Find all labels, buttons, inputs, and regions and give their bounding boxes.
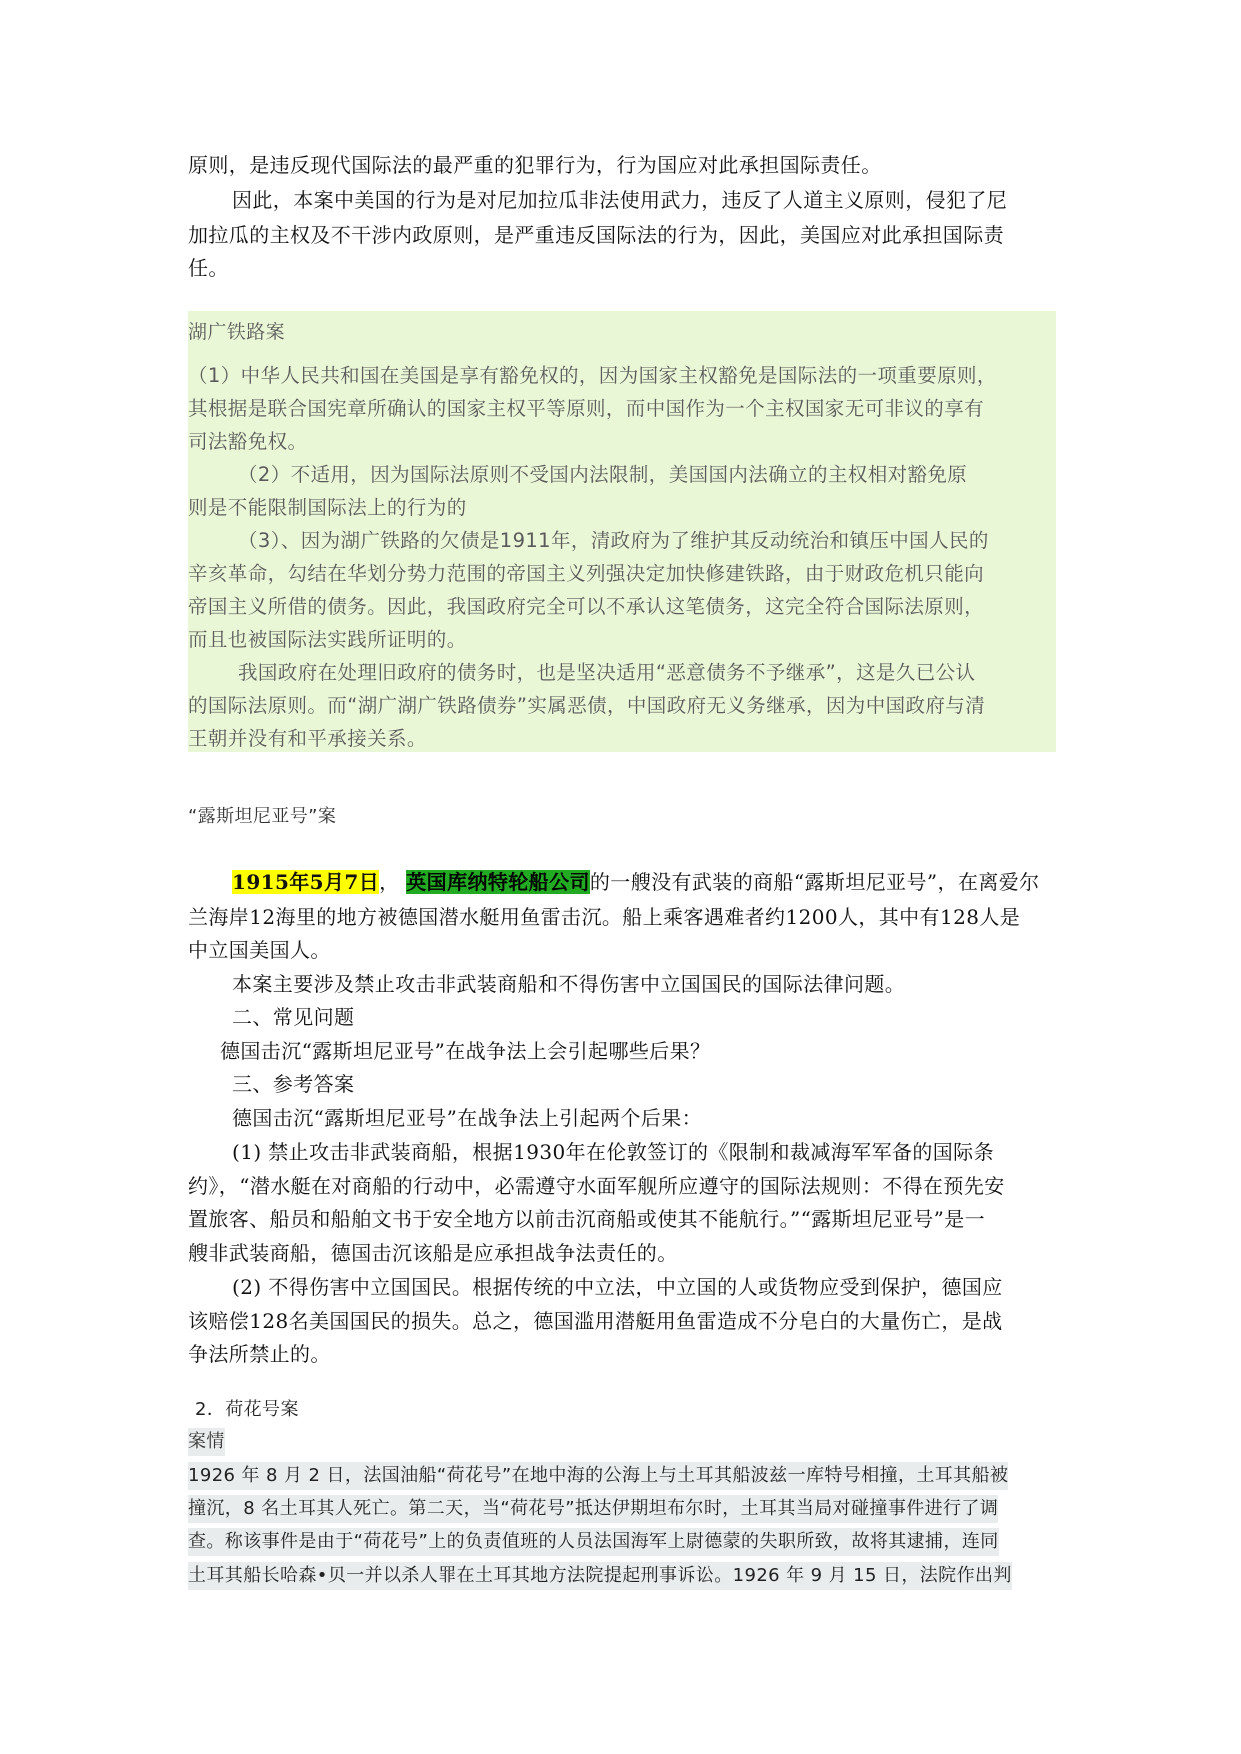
lusitania-answer-line: 争法所禁止的。 <box>188 1342 331 1366</box>
lotus-title: 2．荷花号案 <box>195 1399 299 1420</box>
lusitania-answer-line: 艘非武装商船，德国击沉该船是应承担战争法责任的。 <box>188 1241 678 1265</box>
huguang-answer-line: （2）不适用，因为国际法原则不受国内法限制，美国国内法确立的主权相对豁免原 <box>238 463 968 486</box>
huguang-answer-line: 则是不能限制国际法上的行为的 <box>188 496 467 519</box>
huguang-answer-line: 的国际法原则。而“湖广湖广铁路债券”实属恶债，中国政府无义务继承，因为中国政府与清 <box>188 694 986 717</box>
lusitania-paragraph-line: 本案主要涉及禁止攻击非武装商船和不得伤害中立国国民的国际法律问题。 <box>232 972 906 996</box>
huguang-answer-line: 其根据是联合国宪章所确认的国家主权平等原则，而中国作为一个主权国家无可非议的享有 <box>188 397 985 420</box>
intro-paragraph-2-line: 任。 <box>188 256 229 280</box>
lusitania-answer-line: 约》，“潜水艇在对商船的行动中，必需遵守水面军舰所应遵守的国际法规则：不得在预先安 <box>188 1174 1005 1198</box>
intro-paragraph-2-line: 加拉瓜的主权及不干涉内政原则，是严重违反国际法的行为，因此，美国应对此承担国际责 <box>188 223 1004 247</box>
huguang-title: 湖广铁路案 <box>188 321 286 343</box>
lusitania-answer-line: 该赔偿128名美国国民的损失。总之，德国滥用潜艇用鱼雷造成不分皂白的大量伤亡，是战 <box>188 1309 1003 1333</box>
intro-paragraph-2-line: 因此，本案中美国的行为是对尼加拉瓜非法使用武力，违反了人道主义原则，侵犯了尼 <box>232 188 1008 212</box>
lotus-paragraph-line: 1926 年 8 月 2 日，法国油船“荷花号”在地中海的公海上与土耳其船波兹一库特号相撞，土耳其船被 <box>188 1462 1008 1490</box>
huguang-answer-line: 辛亥革命，勾结在华划分势力范围的帝国主义列强决定加快修建铁路，由于财政危机只能向 <box>188 562 985 585</box>
date-highlight: 1915年5月7日 <box>232 870 380 894</box>
huguang-answer-line: （1）中华人民共和国在美国是享有豁免权的，因为国家主权豁免是国际法的一项重要原则， <box>188 364 997 387</box>
lusitania-answer-line: 置旅客、船员和船舶文书于安全地方以前击沉商船或使其不能航行。”“露斯坦尼亚号”是一 <box>188 1207 986 1231</box>
intro-paragraph-1: 原则，是违反现代国际法的最严重的犯罪行为，行为国应对此承担国际责任。 <box>188 153 882 177</box>
lotus-paragraph-line: 撞沉，8 名土耳其人死亡。第二天，当“荷花号”抵达伊期坦布尔时，土耳其当局对碰撞事件进行了调 <box>188 1495 998 1523</box>
lusitania-heading: 三、参考答案 <box>232 1072 355 1096</box>
huguang-answer-line: （3）、因为湖广铁路的欠债是1911年，清政府为了维护其反动统治和镇压中国人民的 <box>238 529 989 552</box>
lusitania-answer-line: (1) 禁止攻击非武装商船，根据1930年在伦敦签订的《限制和裁减海军军备的国际条 <box>232 1140 994 1164</box>
lotus-subtitle: 案情 <box>188 1428 225 1456</box>
lotus-paragraph-line: 土耳其船长哈森•贝一并以杀人罪在土耳其地方法院提起刑事诉讼。1926 年 9 月 15 日，法院作出判 <box>188 1562 1012 1590</box>
huguang-answer-line: 我国政府在处理旧政府的债务时，也是坚决适用“恶意债务不予继承”，这是久已公认 <box>238 661 976 684</box>
company-highlight: 英国库纳特轮船公司 <box>406 870 590 894</box>
lusitania-paragraph-line: 1915年5月7日， 英国库纳特轮船公司的一艘没有武装的商船“露斯坦尼亚号”，在离爱尔 <box>232 870 1040 894</box>
huguang-answer-line: 而且也被国际法实践所证明的。 <box>188 628 467 651</box>
lusitania-answer-line: 德国击沉“露斯坦尼亚号”在战争法上引起两个后果： <box>232 1106 703 1130</box>
lusitania-question: 德国击沉“露斯坦尼亚号”在战争法上会引起哪些后果？ <box>220 1039 711 1063</box>
lusitania-heading: 二、常见问题 <box>232 1005 355 1029</box>
huguang-answer-line: 司法豁免权。 <box>188 430 308 453</box>
lusitania-title: “露斯坦尼亚号”案 <box>188 806 337 827</box>
lusitania-paragraph-line: 中立国美国人。 <box>188 938 331 962</box>
lotus-paragraph-line: 查。称该事件是由于“荷花号”上的负责值班的人员法国海军上尉德蒙的失职所致，故将其逮捕，连同 <box>188 1528 999 1556</box>
huguang-answer-line: 帝国主义所借的债务。因此，我国政府完全可以不承认这笔债务，这完全符合国际法原则， <box>188 595 985 618</box>
lusitania-paragraph-line: 兰海岸12海里的地方被德国潜水艇用鱼雷击沉。船上乘客遇难者约1200人，其中有128人是 <box>188 905 1021 929</box>
huguang-answer-line: 王朝并没有和平承接关系。 <box>188 727 427 750</box>
lusitania-answer-line: (2) 不得伤害中立国国民。根据传统的中立法，中立国的人或货物应受到保护，德国应 <box>232 1275 1003 1299</box>
